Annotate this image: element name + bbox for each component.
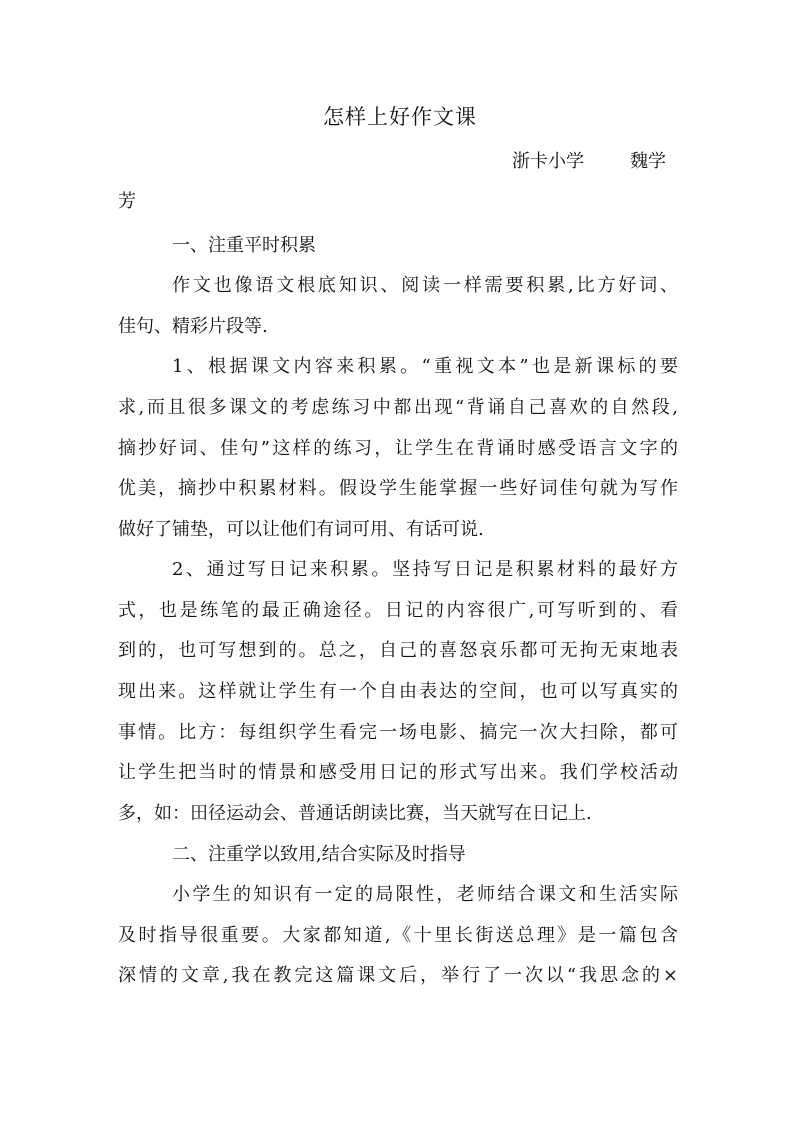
paragraph-line: 摘抄好词、佳句”这样的练习，让学生在背诵时感受语言文字的 [118,438,678,459]
paragraph-line: 小学生的知识有一定的局限性，老师结合课文和生活实际 [172,884,678,905]
paragraph-line: 让学生把当时的情景和感受用日记的形式写出来。我们学校活动 [118,762,678,783]
author-name-tail: 芳 [118,191,136,212]
paragraph-line: 式，也是练笔的最正确途径。日记的内容很广,可写听到的、看 [118,600,678,621]
section-heading-2: 二、注重学以致用,结合实际及时指导 [172,844,466,865]
paragraph-line: 多，如：田径运动会、普通话朗读比赛，当天就写在日记上. [118,803,592,824]
paragraph-line: 1、根据课文内容来积累。“重视文本”也是新课标的要 [172,356,678,377]
section-heading-1: 一、注重平时积累 [172,235,316,256]
paragraph-line: 2、通过写日记来积累。坚持写日记是积累材料的最好方 [172,559,678,580]
document-title: 怎样上好作文课 [323,105,477,129]
paragraph-line: 求,而且很多课文的考虑练习中都出现“背诵自己喜欢的自然段, [118,397,678,418]
paragraph-line: 作文也像语文根底知识、阅读一样需要积累,比方好词、 [172,275,678,296]
paragraph-line: 现出来。这样就让学生有一个自由表达的空间，也可以写真实的 [118,681,678,702]
paragraph-line: 佳句、精彩片段等. [118,316,268,337]
paragraph-line: 深情的文章,我在教完这篇课文后，举行了一次以“我思念的× [118,965,678,986]
author-line [512,148,702,176]
paragraph-line: 做好了铺垫，可以让他们有词可用、有话可说. [118,519,484,540]
paragraph-line: 优美，摘抄中积累材料。假设学生能掌握一些好词佳句就为写作 [118,478,678,499]
paragraph-line: 及时指导很重要。大家都知道,《十里长街送总理》是一篇包含 [118,925,678,946]
paragraph-line: 事情。比方：每组织学生看完一场电影、搞完一次大扫除，都可 [118,722,678,743]
author-name-head: 魏学 [630,151,666,172]
paragraph-line: 到的，也可写想到的。总之，自己的喜怒哀乐都可无拘无束地表 [118,640,678,661]
school-name: 浙卡小学 [512,151,584,172]
